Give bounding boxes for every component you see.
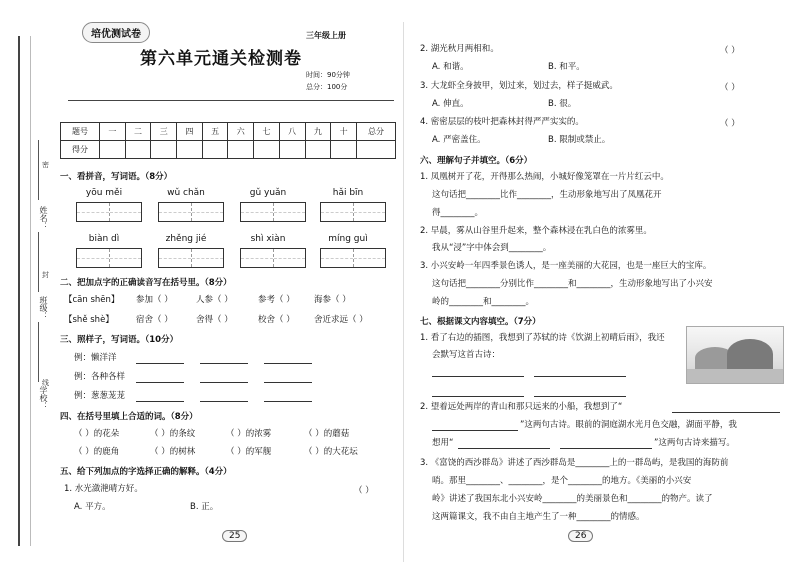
page-title: 第六单元通关检测卷 [140, 49, 302, 69]
pronunciation-item[interactable]: 宿舍（ ） [136, 315, 173, 325]
question-text[interactable]: 岭》讲述了我国东北小兴安岭________的美丽景色和________的物产。读了 [432, 494, 713, 504]
answer-line[interactable] [136, 382, 184, 383]
pinyin-label: yōu měi [85, 188, 123, 198]
pronunciation-item[interactable]: 校舍（ ） [258, 315, 295, 325]
score-row-label: 得分 [61, 141, 100, 159]
score-header-cell: 八 [279, 123, 305, 141]
brand-logo: 培优测试卷 [82, 22, 150, 43]
score-header-cell: 六 [228, 123, 254, 141]
grade-label: 三年级上册 [306, 31, 346, 40]
score-cell[interactable] [100, 141, 126, 159]
score-header-cell: 总分 [357, 123, 396, 141]
pronunciation-options: 【shě shè】 [64, 315, 114, 325]
option-b[interactable]: B. 很。 [548, 99, 577, 109]
question-text[interactable]: 这句话把________比作________，生动形象地写出了凤凰花开 [432, 190, 662, 200]
header-rule [68, 100, 394, 101]
answer-line[interactable] [264, 401, 312, 402]
answer-line[interactable] [432, 376, 524, 377]
answer-paren[interactable]: （ ） [720, 46, 740, 56]
answer-line[interactable] [136, 363, 184, 364]
binding-line-inner [30, 36, 31, 546]
score-cell[interactable] [357, 141, 396, 159]
score-cell[interactable] [125, 141, 151, 159]
score-header-cell: 四 [177, 123, 203, 141]
answer-paren[interactable]: （ ） [720, 83, 740, 93]
score-table [60, 122, 396, 159]
question-text: 想用“ [432, 438, 454, 448]
fill-word-item[interactable]: （ ）的花朵 [74, 429, 120, 439]
question-text[interactable]: 我从“浸”字中体会到________。 [432, 243, 552, 253]
writing-grid[interactable] [76, 248, 142, 268]
seal-char-2: 封 [42, 271, 49, 279]
answer-line[interactable] [264, 363, 312, 364]
score-header-cell: 一 [100, 123, 126, 141]
pinyin-label: míng guì [328, 234, 368, 244]
name-label: 姓名： [39, 206, 48, 230]
score-cell[interactable] [279, 141, 305, 159]
answer-line[interactable] [432, 396, 524, 397]
score-header-cell: 十 [331, 123, 357, 141]
pinyin-label: wǔ chǎn [167, 188, 205, 198]
score-table-header-row [61, 123, 396, 141]
pinyin-label: shì xiàn [250, 234, 286, 244]
answer-line[interactable] [200, 401, 248, 402]
question-text: 3. 大龙虾全身披甲，划过来，划过去，样子挺威武。 [420, 81, 618, 91]
question-text: 1. 看了右边的插图，我想到了苏轼的诗《饮湖上初晴后雨》，我还 [420, 333, 665, 343]
score-cell[interactable] [202, 141, 228, 159]
seal-char-1: 密 [42, 161, 49, 169]
writing-grid[interactable] [76, 202, 142, 222]
score-cell[interactable] [228, 141, 254, 159]
writing-grid[interactable] [320, 202, 386, 222]
option-b[interactable]: B. 限制或禁止。 [548, 135, 611, 145]
option-a[interactable]: A. 严密盖住。 [432, 135, 486, 145]
pronunciation-item[interactable]: 海参（ ） [314, 295, 351, 305]
score-header-cell: 七 [254, 123, 280, 141]
total-score: 总分：100分 [306, 83, 348, 91]
score-cell[interactable] [254, 141, 280, 159]
score-cell[interactable] [151, 141, 177, 159]
fill-word-item[interactable]: （ ）的条纹 [150, 429, 196, 439]
fill-word-item[interactable]: （ ）的大花坛 [304, 447, 358, 457]
answer-line[interactable] [264, 382, 312, 383]
example-word: 例：葱葱茏茏 [74, 391, 126, 401]
answer-line[interactable] [534, 376, 626, 377]
question-text: 2. 望着远处两岸的青山和那只远来的小船，我想到了“ [420, 402, 623, 412]
score-cell[interactable] [305, 141, 331, 159]
question-text[interactable]: 得________。 [432, 208, 484, 218]
score-header-cell: 九 [305, 123, 331, 141]
section-5-title: 五、给下列加点的字选择正确的解释。（4分） [60, 467, 232, 477]
question-text[interactable]: 岭的________和________。 [432, 297, 535, 307]
name-field[interactable] [38, 140, 39, 200]
question-text: 1. 凤凰树开了花，开得那么热闹，小城好像笼罩在一片片红云中。 [420, 172, 669, 182]
question-text: 2. 湖光秋月两相和。 [420, 44, 499, 54]
question-text: 会默写这首古诗： [432, 350, 501, 360]
writing-grid[interactable] [240, 248, 306, 268]
seal-char-3: 线 [42, 379, 49, 387]
fill-word-item[interactable]: （ ）的鹿角 [74, 447, 120, 457]
score-header-cell: 二 [125, 123, 151, 141]
option-b[interactable]: B. 正。 [190, 502, 219, 512]
question-text[interactable]: 哨。那里________、________，是个________的地方。《美丽的小兴安 [432, 476, 692, 486]
school-label: 学校： [39, 386, 48, 410]
question-text[interactable]: 这两篇课文，我不由自主地产生了一种________的情感。 [432, 512, 645, 522]
binding-margin [0, 0, 56, 585]
question-text: 3. 小兴安岭一年四季景色诱人，是一座美丽的大花园，也是一座巨大的宝库。 [420, 261, 712, 271]
writing-grid[interactable] [240, 202, 306, 222]
example-word: 例：各种各样 [74, 372, 126, 382]
pinyin-label: gǔ yuǎn [249, 188, 287, 198]
question-text: 2. 早晨，雾从山谷里升起来，整个森林浸在乳白色的浓雾里。 [420, 226, 652, 236]
answer-paren[interactable]: （ ） [720, 119, 740, 129]
pronunciation-item[interactable]: 人参（ ） [196, 295, 233, 305]
question-text[interactable]: 这句话把________分别比作________和________，生动形象地写出了小兴安 [432, 279, 713, 289]
page-number-right: 26 [568, 530, 593, 542]
pinyin-label: biàn dì [88, 234, 120, 244]
fill-word-item[interactable]: （ ）的军舰 [226, 447, 272, 457]
question-text[interactable]: 3. 《富饶的西沙群岛》讲述了西沙群岛是________上的一群岛屿，是我国的海防前 [420, 458, 729, 468]
score-header-cell: 三 [151, 123, 177, 141]
pinyin-label: zhěng jié [165, 234, 207, 244]
fill-word-item[interactable]: （ ）的树林 [150, 447, 196, 457]
answer-line[interactable] [560, 448, 652, 449]
fill-word-item[interactable]: （ ）的蘑菇 [304, 429, 350, 439]
pinyin-label: hǎi bīn [332, 188, 364, 198]
fill-word-item[interactable]: （ ）的浓雾 [226, 429, 272, 439]
section-1-title: 一、看拼音，写词语。（8分） [60, 172, 173, 182]
page-number-left: 25 [222, 530, 247, 542]
question-text: 4. 密密层层的枝叶把森林封得严严实实的。 [420, 117, 584, 127]
class-field[interactable] [38, 232, 39, 292]
answer-line[interactable] [432, 430, 518, 431]
example-word: 例：懒洋洋 [74, 353, 117, 363]
score-table-score-row [61, 141, 396, 159]
answer-line[interactable] [136, 401, 184, 402]
answer-line[interactable] [200, 382, 248, 383]
section-2-title: 二、把加点字的正确读音写在括号里。（8分） [60, 278, 232, 288]
writing-grid[interactable] [320, 248, 386, 268]
pronunciation-item[interactable]: 舍得（ ） [196, 315, 233, 325]
section-7-title: 七、根据课文内容填空。（7分） [420, 317, 541, 327]
option-a[interactable]: A. 和谐。 [432, 62, 469, 72]
score-cell[interactable] [331, 141, 357, 159]
section-6-title: 六、理解句子并填空。（6分） [420, 156, 533, 166]
question-text: ”这两句古诗来描写。 [654, 438, 735, 448]
pronunciation-options: 【cān shēn】 [64, 295, 120, 305]
time-limit: 时间：90分钟 [306, 71, 350, 79]
answer-line[interactable] [672, 412, 780, 413]
writing-grid[interactable] [158, 248, 224, 268]
answer-line[interactable] [200, 363, 248, 364]
section-3-title: 三、照样子，写词语。（10分） [60, 335, 179, 345]
class-label: 班级： [39, 296, 48, 320]
option-a[interactable]: A. 伸直。 [432, 99, 469, 109]
score-cell[interactable] [177, 141, 203, 159]
option-b[interactable]: B. 和平。 [548, 62, 585, 72]
score-header-cell: 五 [202, 123, 228, 141]
answer-line[interactable] [458, 448, 550, 449]
pronunciation-item[interactable]: 舍近求远（ ） [314, 315, 368, 325]
school-field[interactable] [38, 322, 39, 382]
question-text: ”这两句古诗。眼前的洞庭湖水光月色交融，湖面平静，我 [520, 420, 737, 430]
score-header-cell: 题号 [61, 123, 100, 141]
binding-line [18, 36, 20, 546]
writing-grid[interactable] [158, 202, 224, 222]
answer-line[interactable] [534, 396, 626, 397]
section-4-title: 四、在括号里填上合适的词。（8分） [60, 412, 198, 422]
answer-paren[interactable]: （ ） [354, 486, 374, 496]
pronunciation-item[interactable]: 参加（ ） [136, 295, 173, 305]
west-lake-illustration [686, 326, 784, 384]
option-a[interactable]: A. 平方。 [74, 502, 111, 512]
pronunciation-item[interactable]: 参考（ ） [258, 295, 295, 305]
question-text: 1. 水光潋滟晴方好。 [64, 484, 143, 494]
page-divider [403, 22, 404, 562]
